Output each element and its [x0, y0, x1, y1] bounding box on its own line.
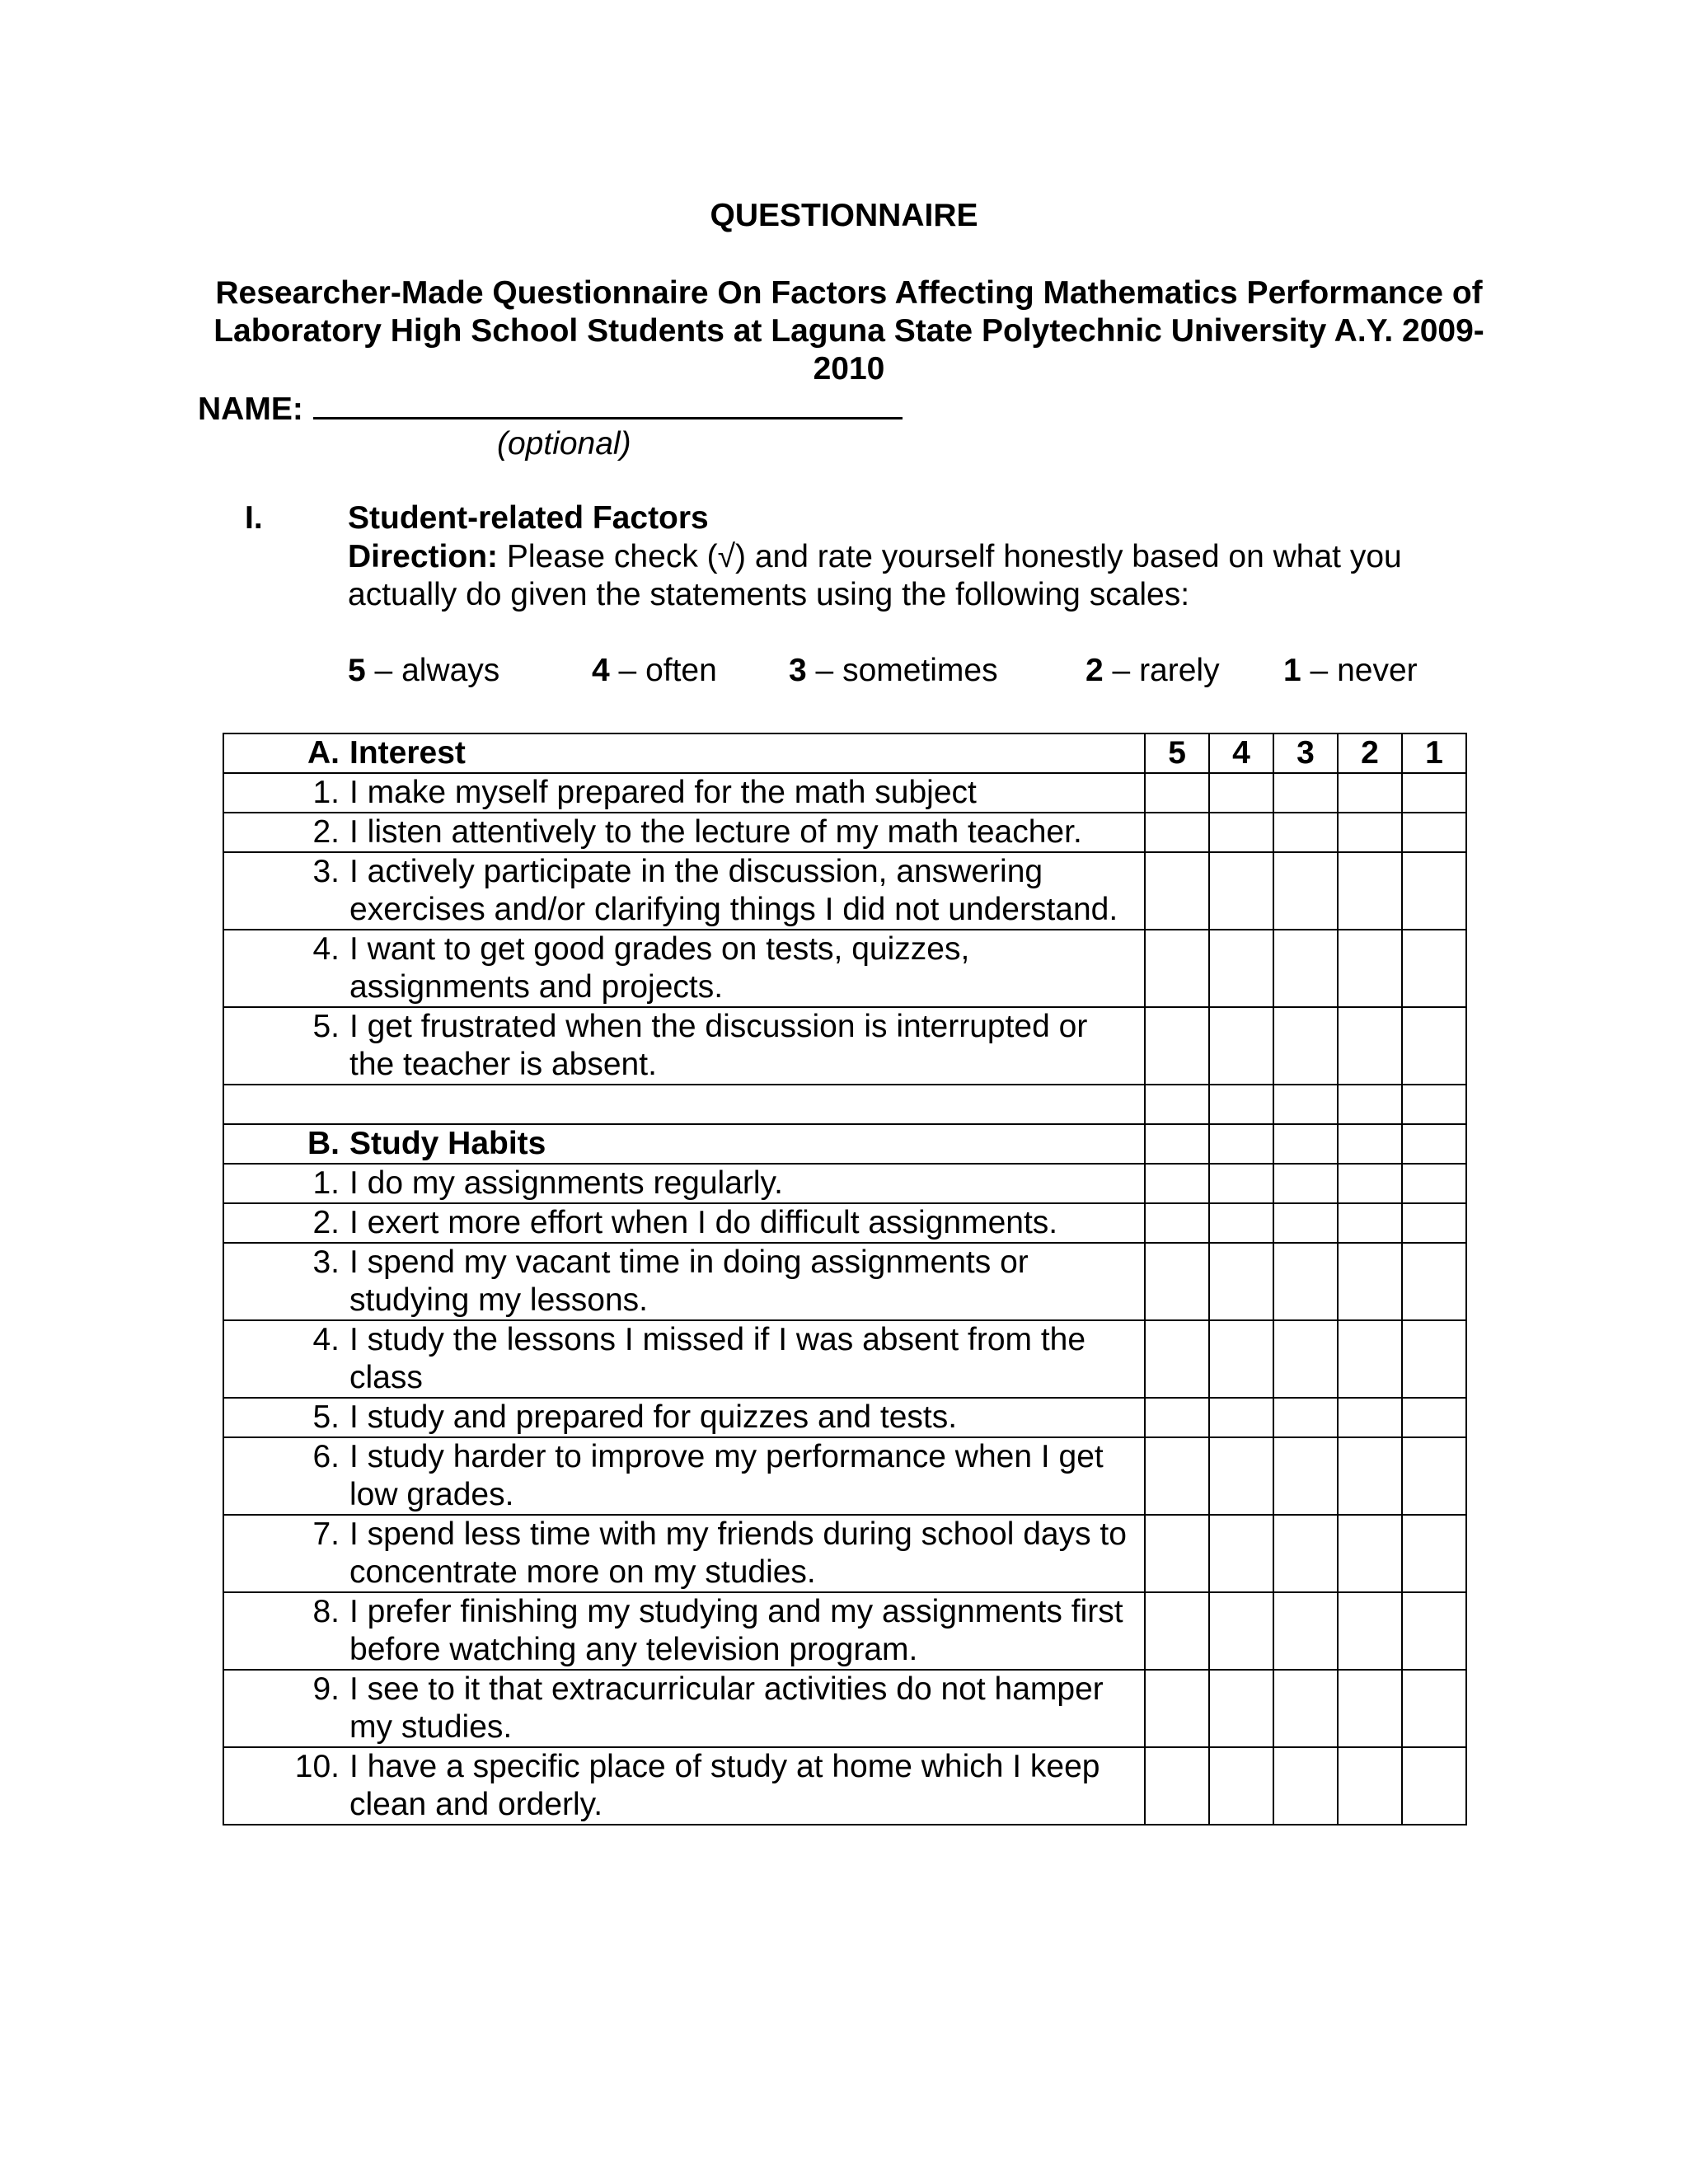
rating-checkbox-cell[interactable] [1145, 1243, 1209, 1320]
statement-number: 8. [312, 1594, 340, 1629]
statement-cell [223, 813, 1145, 852]
statement-text: I see to it that extracurricular activities do not hamper my studies. [349, 1671, 1104, 1745]
scale-always: 5 – always [348, 653, 500, 688]
rating-checkbox-cell[interactable] [1338, 773, 1402, 813]
rating-checkbox-cell[interactable] [1209, 1747, 1273, 1825]
statement [224, 813, 1144, 851]
rating-checkbox-cell[interactable] [1273, 1515, 1338, 1592]
table-row [223, 1164, 1466, 1203]
group-header-cell [223, 1124, 1145, 1164]
rating-checkbox-cell[interactable] [1209, 930, 1273, 1007]
table-row [223, 1437, 1466, 1515]
rating-checkbox-cell[interactable] [1402, 773, 1466, 813]
statement-cell [223, 852, 1145, 930]
blank-cell [1338, 1085, 1402, 1124]
statement-cell [223, 1592, 1145, 1670]
statement-cell [223, 1398, 1145, 1437]
rating-checkbox-cell[interactable] [1209, 1515, 1273, 1592]
table-row [223, 852, 1466, 930]
blank-cell [1209, 1085, 1273, 1124]
statement-text: I study and prepared for quizzes and tests. [349, 1399, 958, 1435]
group-header-row [223, 1124, 1466, 1164]
rating-header-cell: 3 [1273, 733, 1338, 773]
statement-text: I get frustrated when the discussion is interrupted or the teacher is absent. [349, 1009, 1088, 1082]
table-row [223, 930, 1466, 1007]
statement [224, 930, 1144, 1006]
statement [224, 1516, 1144, 1591]
statement [224, 853, 1144, 929]
rating-checkbox-cell[interactable] [1402, 1007, 1466, 1085]
rating-checkbox-cell[interactable] [1338, 1437, 1402, 1515]
section-number: I. [245, 500, 263, 536]
statement-number: 6. [312, 1439, 340, 1474]
statement-cell [223, 1320, 1145, 1398]
rating-checkbox-cell[interactable] [1145, 1670, 1209, 1747]
statement [224, 1593, 1144, 1669]
table-row [223, 1007, 1466, 1085]
rating-checkbox-cell[interactable] [1145, 1164, 1209, 1203]
rating-checkbox-cell[interactable] [1402, 813, 1466, 852]
statement [224, 1321, 1144, 1397]
page-title: QUESTIONNAIRE [710, 198, 978, 233]
rating-checkbox-cell[interactable] [1338, 813, 1402, 852]
rating-checkbox-cell[interactable] [1402, 1592, 1466, 1670]
rating-checkbox-cell[interactable] [1273, 1243, 1338, 1320]
rating-checkbox-cell[interactable] [1273, 1398, 1338, 1437]
direction-text [348, 538, 1485, 614]
rating-header-cell [1209, 1124, 1273, 1164]
name-blank-line[interactable] [313, 387, 903, 419]
name-row [198, 387, 903, 428]
statement [224, 1671, 1144, 1746]
rating-checkbox-cell[interactable] [1402, 930, 1466, 1007]
table-row [223, 1592, 1466, 1670]
rating-header-cell: 4 [1209, 733, 1273, 773]
statement-number: 4. [312, 1322, 340, 1357]
statement-number: 2. [312, 1205, 340, 1240]
statement [224, 1008, 1144, 1084]
rating-header-cell [1338, 1124, 1402, 1164]
rating-checkbox-cell[interactable] [1209, 1243, 1273, 1320]
statement-number: 5. [312, 1399, 340, 1435]
statement-text: I study the lessons I missed if I was absent from the class [349, 1322, 1086, 1395]
statement-cell [223, 773, 1145, 813]
statement-text: I make myself prepared for the math subject [349, 775, 977, 810]
rating-checkbox-cell[interactable] [1338, 852, 1402, 930]
rating-checkbox-cell[interactable] [1338, 1398, 1402, 1437]
statement-cell [223, 1007, 1145, 1085]
table-row [223, 773, 1466, 813]
statement-text: I spend less time with my friends during school days to concentrate more on my studies. [349, 1516, 1127, 1590]
statement-text: I study harder to improve my performance when I get low grades. [349, 1439, 1104, 1512]
rating-checkbox-cell[interactable] [1145, 773, 1209, 813]
statement [224, 1399, 1144, 1436]
group-header [224, 1125, 1144, 1163]
statement-number: 3. [312, 854, 340, 889]
scale-often: 4 – often [592, 653, 717, 688]
rating-header-cell [1402, 1124, 1466, 1164]
rating-checkbox-cell[interactable] [1273, 813, 1338, 852]
questionnaire-subtitle: Researcher-Made Questionnaire On Factors Affecting Mathematics Performance of Laboratory High School Students at Laguna State Polytechnic University A.Y. 2009-2010 [213, 275, 1484, 387]
statement-cell [223, 1243, 1145, 1320]
rating-header-cell [1273, 1124, 1338, 1164]
rating-checkbox-cell[interactable] [1273, 1747, 1338, 1825]
rating-checkbox-cell[interactable] [1338, 930, 1402, 1007]
statement-number: 9. [312, 1671, 340, 1707]
rating-checkbox-cell[interactable] [1338, 1320, 1402, 1398]
rating-checkbox-cell[interactable] [1402, 1670, 1466, 1747]
blank-cell [223, 1085, 1145, 1124]
statement-number: 10. [294, 1749, 340, 1784]
statement-cell [223, 1747, 1145, 1825]
statement-text: I have a specific place of study at home which I keep clean and orderly. [349, 1749, 1100, 1822]
rating-checkbox-cell[interactable] [1402, 1243, 1466, 1320]
statement-number: 4. [312, 931, 340, 967]
scale-never: 1 – never [1283, 653, 1418, 688]
rating-checkbox-cell[interactable] [1402, 1747, 1466, 1825]
statement-cell [223, 1515, 1145, 1592]
table-row [223, 1243, 1466, 1320]
statement-number: 5. [312, 1009, 340, 1044]
statement-cell [223, 1164, 1145, 1203]
direction-label: Direction: [348, 539, 499, 574]
rating-header-cell: 5 [1145, 733, 1209, 773]
blank-cell [1273, 1085, 1338, 1124]
table-row [223, 1747, 1466, 1825]
rating-checkbox-cell[interactable] [1402, 1437, 1466, 1515]
table-row [223, 1515, 1466, 1592]
rating-checkbox-cell[interactable] [1273, 1007, 1338, 1085]
statement-number: 3. [312, 1244, 340, 1280]
group-header [224, 734, 1144, 772]
rating-checkbox-cell[interactable] [1338, 1007, 1402, 1085]
rating-checkbox-cell[interactable] [1402, 1164, 1466, 1203]
rating-checkbox-cell[interactable] [1273, 773, 1338, 813]
table-row [223, 813, 1466, 852]
rating-checkbox-cell[interactable] [1402, 1515, 1466, 1592]
rating-checkbox-cell[interactable] [1209, 1670, 1273, 1747]
rating-checkbox-cell[interactable] [1273, 1670, 1338, 1747]
statement [224, 1165, 1144, 1202]
rating-checkbox-cell[interactable] [1145, 1592, 1209, 1670]
blank-separator-row [223, 1085, 1466, 1124]
rating-checkbox-cell[interactable] [1273, 852, 1338, 930]
rating-header-cell: 2 [1338, 733, 1402, 773]
group-letter: A. [307, 735, 340, 771]
scale-sometimes: 3 – sometimes [789, 653, 998, 688]
rating-checkbox-cell[interactable] [1209, 852, 1273, 930]
rating-checkbox-cell[interactable] [1145, 1437, 1209, 1515]
rating-checkbox-cell[interactable] [1145, 930, 1209, 1007]
rating-checkbox-cell[interactable] [1273, 930, 1338, 1007]
statement-number: 7. [312, 1516, 340, 1552]
rating-checkbox-cell[interactable] [1402, 852, 1466, 930]
rating-checkbox-cell[interactable] [1145, 1320, 1209, 1398]
statement [224, 1204, 1144, 1242]
table-row [223, 1203, 1466, 1243]
rating-checkbox-cell[interactable] [1145, 1007, 1209, 1085]
rating-checkbox-cell[interactable] [1273, 1320, 1338, 1398]
rating-checkbox-cell[interactable] [1273, 1592, 1338, 1670]
name-optional-note: (optional) [497, 426, 631, 462]
statement-cell [223, 930, 1145, 1007]
rating-checkbox-cell[interactable] [1338, 1670, 1402, 1747]
statement-cell [223, 1203, 1145, 1243]
rating-checkbox-cell[interactable] [1273, 1164, 1338, 1203]
rating-checkbox-cell[interactable] [1209, 1398, 1273, 1437]
rating-checkbox-cell[interactable] [1209, 1592, 1273, 1670]
statement-text: I listen attentively to the lecture of my math teacher. [349, 814, 1082, 850]
statement-cell [223, 1437, 1145, 1515]
statement [224, 1748, 1144, 1824]
direction-body: Please check (√) and rate yourself honestly based on what you actually do given the statements using the following scales: [348, 539, 1402, 612]
statement-number: 1. [312, 1165, 340, 1201]
rating-checkbox-cell[interactable] [1209, 1007, 1273, 1085]
rating-checkbox-cell[interactable] [1402, 1320, 1466, 1398]
statement-text: I want to get good grades on tests, quizzes, assignments and projects. [349, 931, 970, 1005]
rating-checkbox-cell[interactable] [1209, 773, 1273, 813]
rating-checkbox-cell[interactable] [1338, 1592, 1402, 1670]
rating-header-cell [1145, 1124, 1209, 1164]
rating-checkbox-cell[interactable] [1209, 1203, 1273, 1243]
table-row [223, 1320, 1466, 1398]
questionnaire-table [223, 733, 1467, 1825]
rating-checkbox-cell[interactable] [1209, 1164, 1273, 1203]
rating-checkbox-cell[interactable] [1338, 1243, 1402, 1320]
statement-number: 1. [312, 775, 340, 810]
group-name: Study Habits [349, 1126, 546, 1161]
blank-cell [1402, 1085, 1466, 1124]
rating-checkbox-cell[interactable] [1209, 1437, 1273, 1515]
statement-text: I exert more effort when I do difficult assignments. [349, 1205, 1058, 1240]
rating-checkbox-cell[interactable] [1145, 813, 1209, 852]
statement-cell [223, 1670, 1145, 1747]
scale-rarely: 2 – rarely [1085, 653, 1220, 688]
statement-text: I prefer finishing my studying and my assignments first before watching any television program. [349, 1594, 1123, 1667]
statement-text: I actively participate in the discussion, answering exercises and/or clarifying things I did not understand. [349, 854, 1118, 927]
group-header-row [223, 733, 1466, 773]
rating-checkbox-cell[interactable] [1145, 1747, 1209, 1825]
rating-checkbox-cell[interactable] [1338, 1747, 1402, 1825]
rating-checkbox-cell[interactable] [1338, 1164, 1402, 1203]
rating-checkbox-cell[interactable] [1145, 1203, 1209, 1243]
rating-checkbox-cell[interactable] [1402, 1203, 1466, 1243]
rating-checkbox-cell[interactable] [1145, 1398, 1209, 1437]
statement [224, 1438, 1144, 1514]
rating-checkbox-cell[interactable] [1273, 1203, 1338, 1243]
group-header-cell [223, 733, 1145, 773]
statement-number: 2. [312, 814, 340, 850]
rating-checkbox-cell[interactable] [1209, 1320, 1273, 1398]
rating-header-cell: 1 [1402, 733, 1466, 773]
table-row [223, 1670, 1466, 1747]
group-name: Interest [349, 735, 466, 771]
rating-checkbox-cell[interactable] [1145, 1515, 1209, 1592]
rating-checkbox-cell[interactable] [1402, 1398, 1466, 1437]
table-row [223, 1398, 1466, 1437]
blank-cell [1145, 1085, 1209, 1124]
statement [224, 1244, 1144, 1319]
statement-text: I spend my vacant time in doing assignments or studying my lessons. [349, 1244, 1029, 1318]
rating-checkbox-cell[interactable] [1338, 1515, 1402, 1592]
statement-text: I do my assignments regularly. [349, 1165, 783, 1201]
rating-checkbox-cell[interactable] [1145, 852, 1209, 930]
rating-checkbox-cell[interactable] [1338, 1203, 1402, 1243]
rating-checkbox-cell[interactable] [1209, 813, 1273, 852]
name-label: NAME: [198, 391, 303, 427]
statement [224, 774, 1144, 812]
rating-checkbox-cell[interactable] [1273, 1437, 1338, 1515]
section-title: Student-related Factors [348, 500, 709, 536]
group-letter: B. [307, 1126, 340, 1161]
